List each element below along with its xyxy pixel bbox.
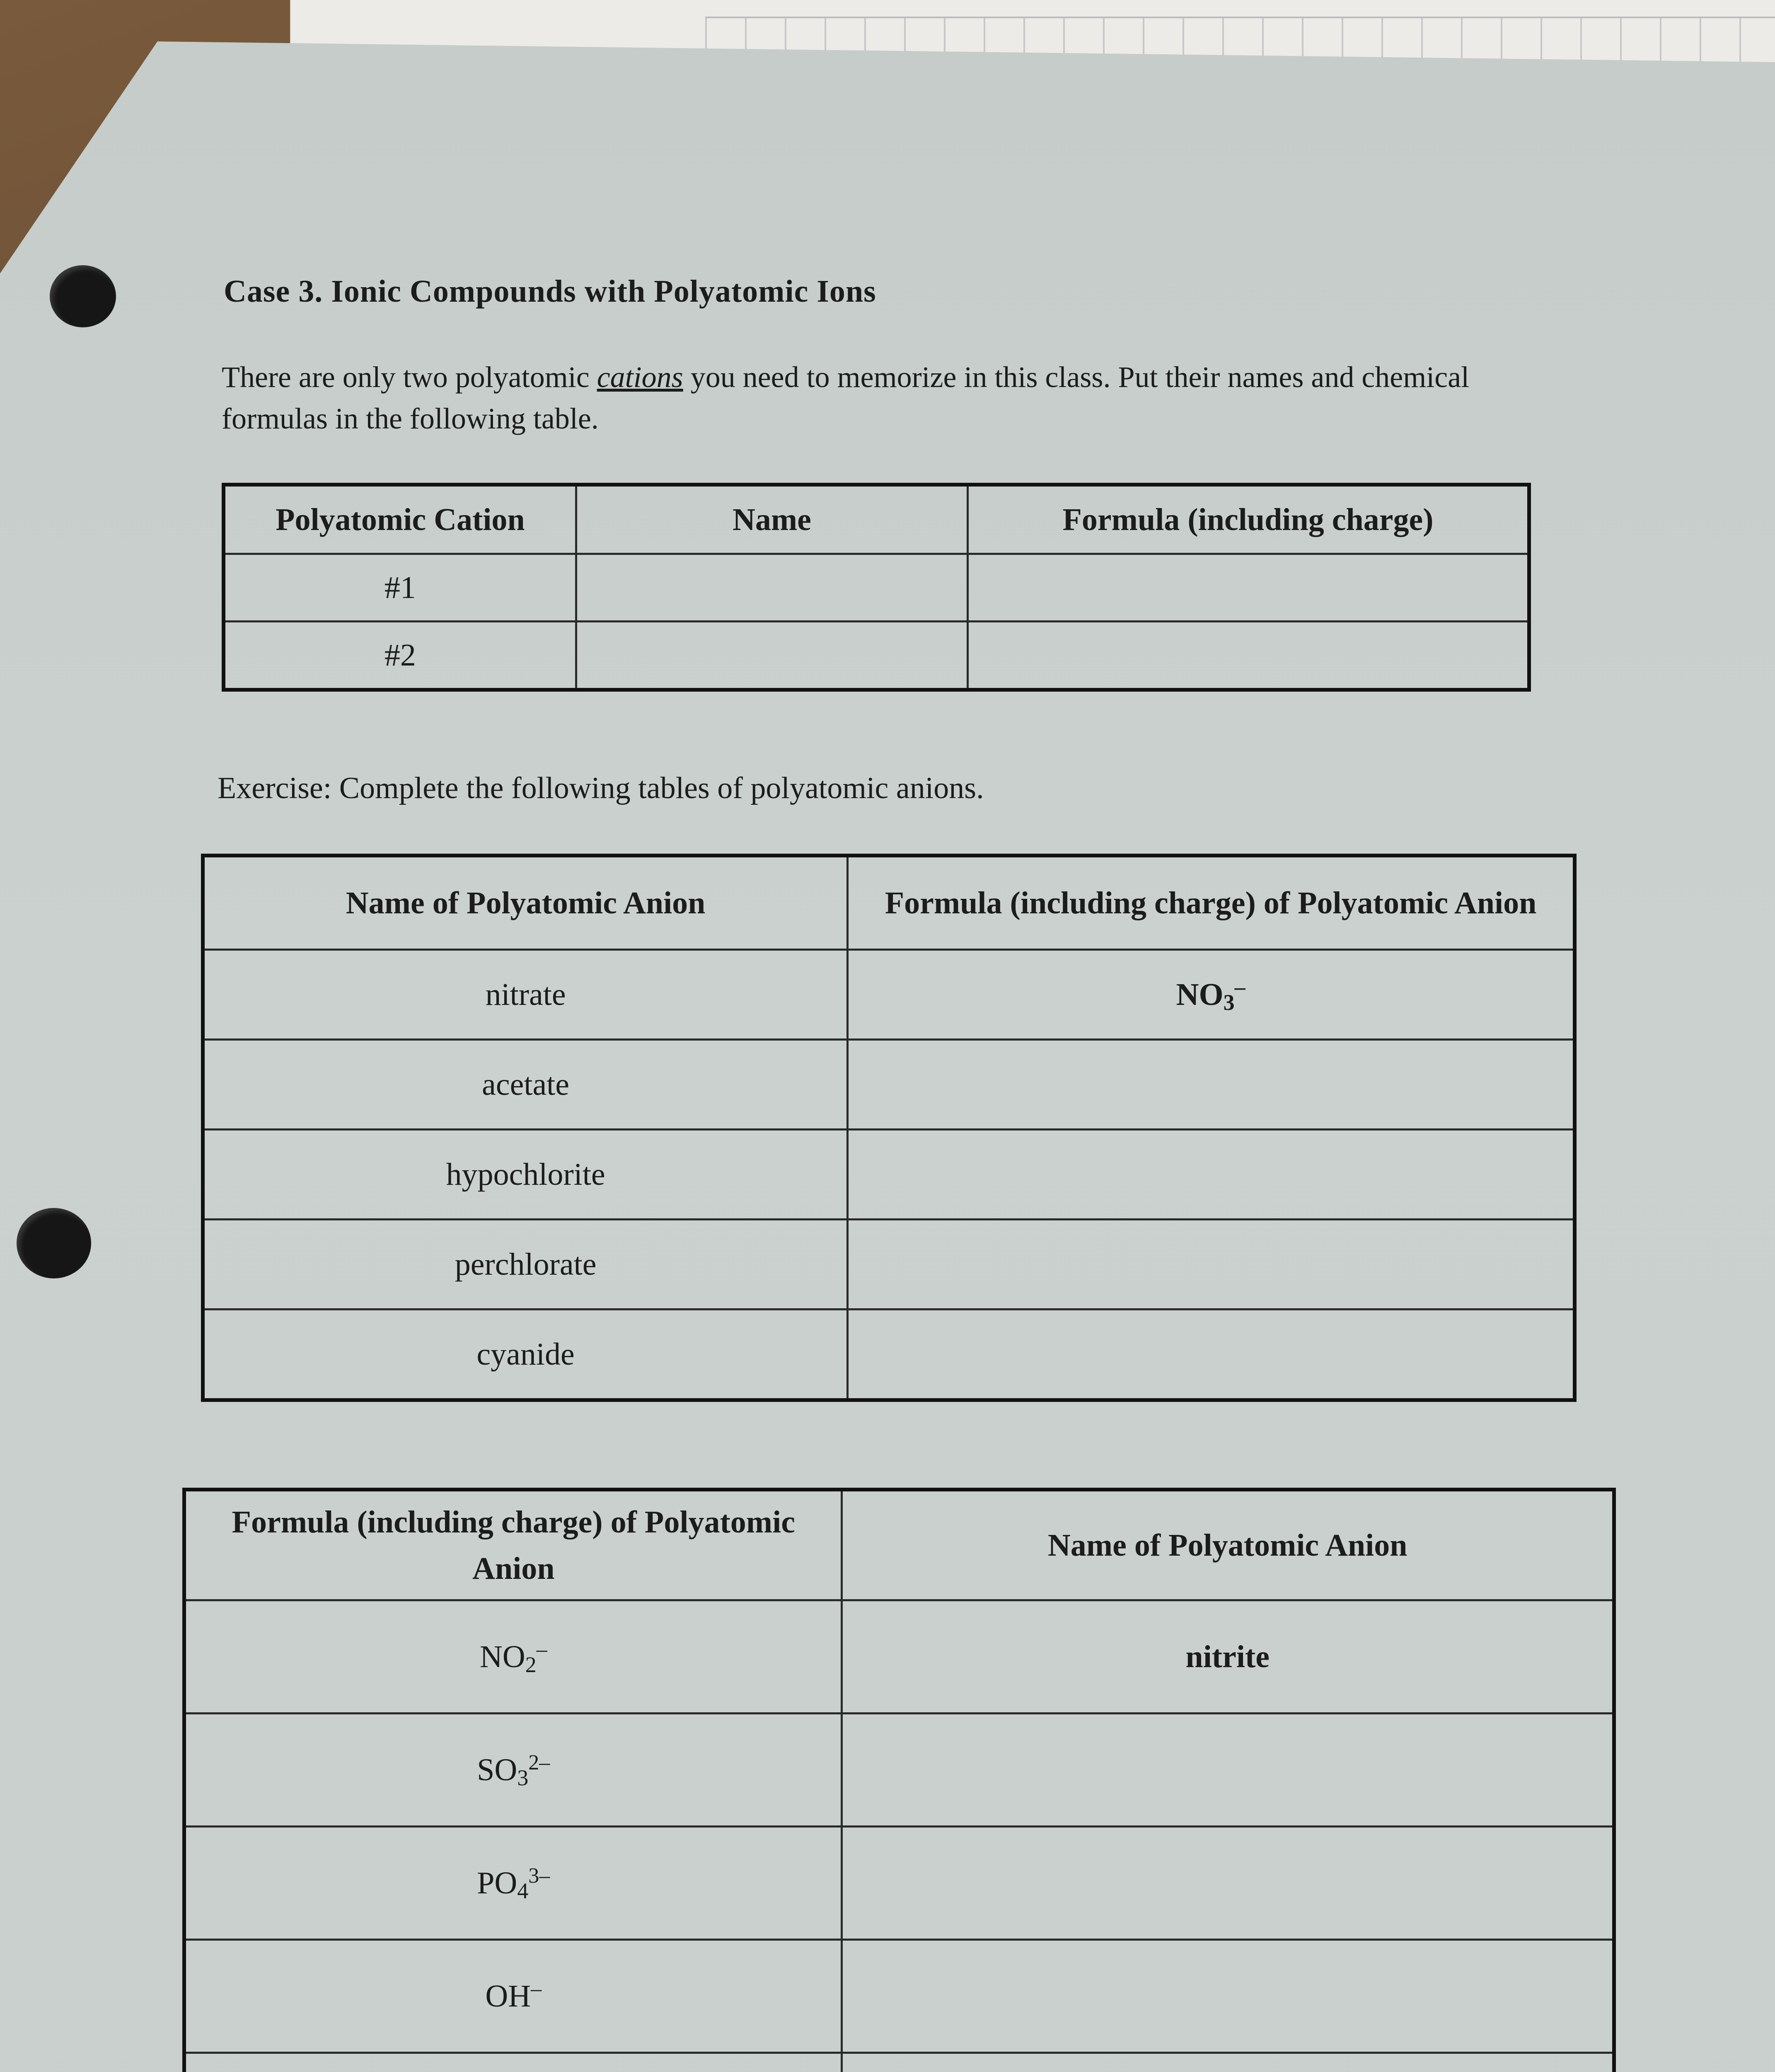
formula-charge: 3–	[528, 1864, 550, 1888]
formula-base: SO	[477, 1752, 518, 1787]
cation-formula-cell[interactable]	[968, 622, 1529, 690]
table-row	[224, 622, 1529, 690]
header-anion-formula: Formula (including charge) of Polyatomic Anion	[848, 856, 1575, 950]
anion-name-blank[interactable]	[842, 2053, 1614, 2072]
table-row	[184, 1714, 1614, 1827]
table-row	[184, 1827, 1614, 1940]
anion-name-blank[interactable]	[842, 1714, 1614, 1827]
anion-formula	[184, 1940, 842, 2053]
anion-name: hypochlorite	[203, 1130, 848, 1220]
formula-charge: –	[1234, 975, 1245, 999]
formula-base: OH	[485, 1978, 531, 2014]
formula-base: NO	[479, 1639, 525, 1674]
anion-formula	[184, 1714, 842, 1827]
formula-subscript: 4	[517, 1878, 529, 1903]
cation-name-cell[interactable]	[576, 622, 967, 690]
anion-formula-blank[interactable]	[848, 1310, 1575, 1400]
anion-formula-blank[interactable]	[848, 1040, 1575, 1130]
anion-name: acetate	[203, 1040, 848, 1130]
anion-name: cyanide	[203, 1310, 848, 1400]
table-header-row	[224, 485, 1529, 554]
table-row	[203, 1220, 1575, 1310]
header-name: Name	[576, 485, 967, 554]
anion-name-blank[interactable]	[842, 1940, 1614, 2053]
anion-formula-to-name-table	[182, 1488, 1616, 2072]
anion-formula-blank[interactable]	[848, 1130, 1575, 1220]
table-row	[203, 1310, 1575, 1400]
formula-charge: 2–	[528, 1750, 550, 1774]
section-title: Case 3. Ionic Compounds with Polyatomic Ions	[224, 274, 876, 309]
exercise-instruction: Exercise: Complete the following tables of polyatomic anions.	[218, 771, 984, 805]
anion-formula	[184, 1600, 842, 1714]
header-anion-name: Name of Polyatomic Anion	[203, 856, 848, 950]
table-header-row	[184, 1490, 1614, 1600]
header-anion-name: Name of Polyatomic Anion	[842, 1490, 1614, 1600]
anion-name-blank[interactable]	[842, 1827, 1614, 1940]
header-formula: Formula (including charge)	[968, 485, 1529, 554]
intro-text-end: you need to memorize in this class. Put their names and chemical formulas in the following table.	[222, 361, 1470, 435]
anion-name: nitrate	[203, 950, 848, 1040]
formula-charge: –	[536, 1637, 547, 1661]
anion-formula	[848, 950, 1575, 1040]
cation-formula-cell[interactable]	[968, 554, 1529, 622]
table-header-row	[203, 856, 1575, 950]
formula-base: NO	[1176, 977, 1224, 1012]
anion-name-to-formula-table	[201, 854, 1577, 1402]
formula-subscript: 2	[525, 1652, 537, 1677]
formula-subscript: 3	[517, 1765, 529, 1790]
header-anion-formula: Formula (including charge) of Polyatomic Anion	[184, 1490, 842, 1600]
table-row	[184, 2053, 1614, 2072]
formula-base: PO	[477, 1865, 518, 1900]
table-row	[184, 1940, 1614, 2053]
table-row	[203, 950, 1575, 1040]
formula-subscript: 3	[1223, 990, 1235, 1015]
cation-label: #1	[224, 554, 576, 622]
table-row	[184, 1600, 1614, 1714]
anion-name: nitrite	[842, 1600, 1614, 1714]
anion-name: perchlorate	[203, 1220, 848, 1310]
anion-formula	[184, 1827, 842, 1940]
anion-formula	[184, 2053, 842, 2072]
intro-paragraph	[222, 356, 1572, 439]
intro-emphasis: cations	[597, 361, 683, 394]
intro-text-start: There are only two polyatomic	[222, 361, 597, 394]
cation-name-cell[interactable]	[576, 554, 967, 622]
table-row	[203, 1130, 1575, 1220]
cation-table	[222, 483, 1531, 692]
formula-charge: –	[531, 1977, 542, 2001]
header-polyatomic-cation: Polyatomic Cation	[224, 485, 576, 554]
anion-formula-blank[interactable]	[848, 1220, 1575, 1310]
cation-label: #2	[224, 622, 576, 690]
table-row	[203, 1040, 1575, 1130]
table-row	[224, 554, 1529, 622]
